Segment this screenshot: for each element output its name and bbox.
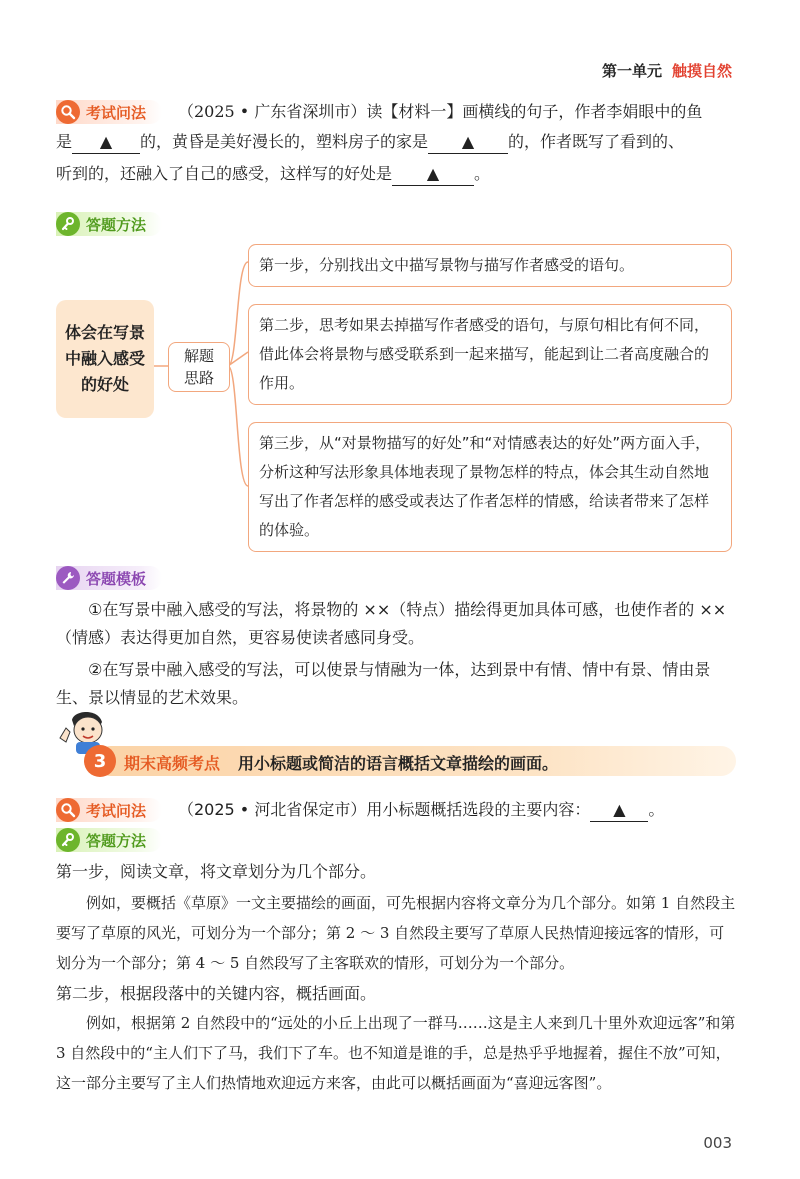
section-title: 用小标题或简洁的语言概括文章描绘的画面。 — [238, 754, 559, 773]
template-item-1: ①在写景中融入感受的写法，将景物的 ××（特点）描绘得更加具体可感，也使作者的 ××（情感）表达得更加自然，更容易使读者感同身受。 — [56, 600, 727, 647]
step-text: 第一步，分别找出文中描写景物与描写作者感受的语句。 — [259, 256, 635, 274]
tag-label: 答题方法 — [86, 831, 147, 850]
magnifier-icon — [56, 798, 80, 822]
q1-text: 的，作者既写了看到的、 — [508, 132, 685, 151]
q1-text: 读【材料一】画横线的句子，作者李娟眼中的鱼 — [366, 102, 703, 121]
wrench-icon — [56, 566, 80, 590]
method2-step-1: 第一步，阅读文章，将文章划分为几个部分。 — [56, 862, 377, 881]
unit-title: 触摸自然 — [671, 62, 732, 80]
answer-method-tag — [56, 828, 162, 852]
page-number: 003 — [703, 1134, 732, 1152]
answer-blank[interactable]: ▲ — [428, 131, 508, 154]
mindmap-step-3 — [248, 422, 732, 552]
method2-step-2: 第二步，根据段落中的关键内容，概括画面。 — [56, 984, 377, 1003]
exam-question-tag — [56, 798, 162, 822]
tag-label: 答题模板 — [86, 569, 147, 588]
tag-label: 考试问法 — [86, 103, 147, 122]
q2-text-b: 。 — [648, 800, 665, 819]
q1-text: 的，黄昏是美好漫长的，塑料房子的家是 — [140, 132, 429, 151]
step-text: 第二步，思考如果去掉描写作者感受的语句，与原句相比有何不同，借此体会将景物与感受联系到一起来描写，能起到让二者高度融合的作用。 — [259, 316, 710, 392]
section-kind: 期末高频考点 — [124, 754, 221, 773]
key-icon — [56, 828, 80, 852]
q1-source: （2025 • 广东省深圳市） — [178, 102, 367, 121]
step-text: 第三步，从“对景物描写的好处”和“对情感表达的好处”两方面入手，分析这种写法形象具体地表现了景物怎样的特点，体会其生动自然地写出了作者怎样的感受或表达了作者怎样的情感，给读者带来了怎样的体验。 — [259, 434, 711, 539]
template-item-2: ②在写景中融入感受的写法，可以使景与情融为一体，达到景中有情、情中有景、情由景生、景以情显的艺术效果。 — [56, 660, 711, 707]
q1-text: 。 — [474, 164, 491, 183]
mindmap-branch — [168, 342, 230, 392]
answer-blank[interactable]: ▲ — [72, 131, 140, 154]
mindmap-step-1 — [248, 244, 732, 287]
method2-example-1: 例如，要概括《草原》一文主要描绘的画面，可先根据内容将文章分为几个部分。如第 1 自然段主要写了草原的风光，可划分为一个部分；第 2 ～ 3 自然段主要写了草原人民热情迎接远客的情形，可划分为一个部分；第 4 ～ 5 自然段写了主客联欢的情形，可划分为一个部分。 — [56, 894, 736, 972]
mindmap-root — [56, 300, 154, 418]
mindmap-root-label: 体会在写景中融入感受的好处 — [64, 323, 145, 394]
tag-label: 考试问法 — [86, 801, 147, 820]
q2-text — [178, 796, 738, 824]
mindmap-branch-label: 解题思路 — [183, 347, 214, 387]
tag-label: 答题方法 — [86, 215, 147, 234]
answer-template-tag — [56, 566, 162, 590]
answer-blank[interactable]: ▲ — [392, 163, 474, 186]
unit-label: 第一单元 — [601, 62, 662, 80]
q1-text: 是 — [56, 132, 73, 151]
mindmap-step-2 — [248, 304, 732, 405]
q2-text-a: （2025 • 河北省保定市）用小标题概括选段的主要内容： — [178, 800, 591, 819]
method2-example-2: 例如，根据第 2 自然段中的“远处的小丘上出现了一群马……这是主人来到几十里外欢迎远客”和第 3 自然段中的“主人们下了马，我们下了车。也不知道是谁的手，总是热乎乎地握着，握住不放”可知，这一部分主要写了主人们热情地欢迎远方来客，由此可以概括画面为“喜迎远客图”。 — [56, 1014, 736, 1092]
section-number-badge: 3 — [84, 745, 116, 777]
answer-blank[interactable]: ▲ — [590, 799, 648, 822]
q1-text: 听到的，还融入了自己的感受，这样写的好处是 — [56, 164, 393, 183]
